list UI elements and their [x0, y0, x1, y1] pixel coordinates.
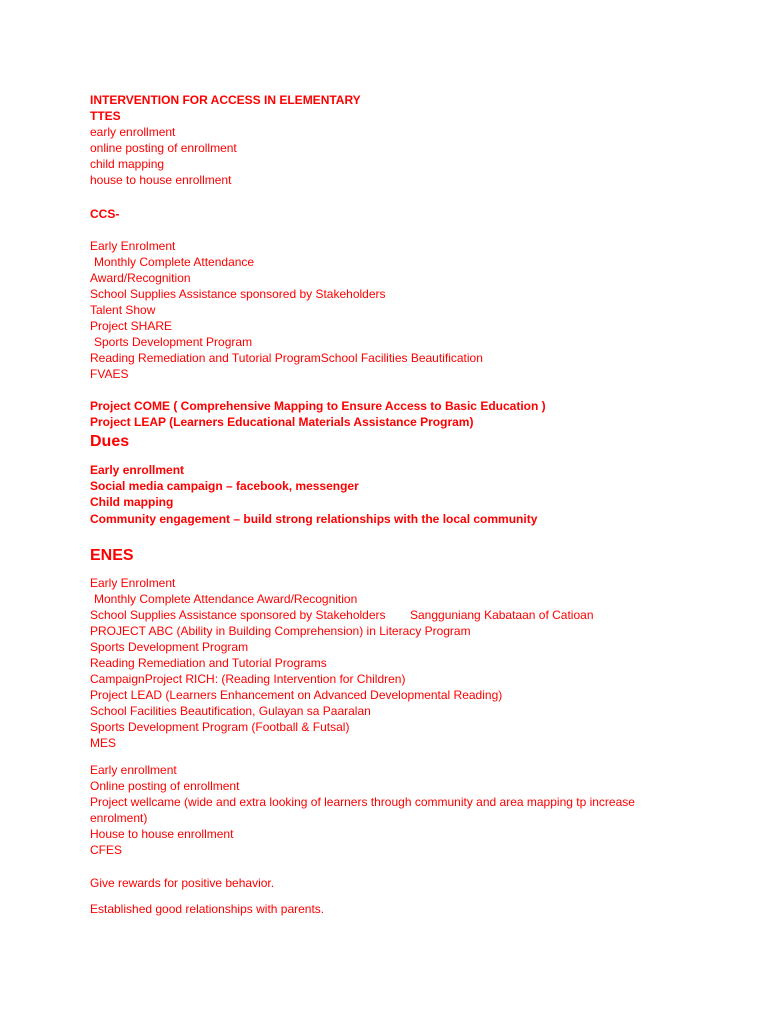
ccs-item: Project SHARE — [90, 319, 173, 333]
mes-item: enrolment) — [90, 811, 148, 825]
enes-supplies-row — [90, 608, 690, 623]
ccs-item: Monthly Complete Attendance — [94, 255, 255, 269]
dues-title: Dues — [90, 433, 130, 450]
dues-item: Early enrollment — [90, 463, 185, 477]
ccs-item: School Supplies Assistance sponsored by Stakeholders — [90, 287, 386, 301]
ttes-item: early enrollment — [90, 125, 176, 139]
enes-item: PROJECT ABC (Ability in Building Comprehension) in Literacy Program — [90, 624, 471, 638]
ccs-item: Award/Recognition — [90, 271, 191, 285]
cfes-item: Established good relationships with parents. — [90, 902, 325, 916]
enes-item: School Supplies Assistance sponsored by Stakeholders — [90, 608, 386, 622]
dues-item: Social media campaign – facebook, messenger — [90, 479, 359, 493]
mes-item: Project wellcame (wide and extra looking of learners through community and area mapping tp increase — [90, 795, 635, 809]
ccs-item: Reading Remediation and Tutorial ProgramSchool Facilities Beautification — [90, 351, 483, 365]
ttes-title: TTES — [90, 109, 121, 123]
ccs-item: Early Enrolment — [90, 239, 176, 253]
enes-item: Sports Development Program (Football & Futsal) — [90, 720, 350, 734]
ccs-title: CCS- — [90, 207, 120, 221]
mes-item: Early enrollment — [90, 763, 177, 777]
enes-item: Project LEAD (Learners Enhancement on Advanced Developmental Reading) — [90, 688, 503, 702]
enes-item: School Facilities Beautification, Gulayan sa Paaralan — [90, 704, 371, 718]
mes-item: Online posting of enrollment — [90, 779, 240, 793]
mes-item: House to house enrollment — [90, 827, 234, 841]
ttes-item: child mapping — [90, 157, 165, 171]
ccs-item: Sports Development Program — [94, 335, 253, 349]
main-heading: INTERVENTION FOR ACCESS IN ELEMENTARY — [90, 93, 361, 107]
enes-item: Sports Development Program — [90, 640, 249, 654]
enes-item: Monthly Complete Attendance Award/Recognition — [94, 592, 358, 606]
dues-item: Community engagement – build strong relationships with the local community — [90, 512, 538, 526]
enes-item: Early Enrolment — [90, 576, 176, 590]
mes-item: CFES — [90, 843, 123, 857]
enes-item: CampaignProject RICH: (Reading Intervention for Children) — [90, 672, 406, 686]
fvaes-project: Project LEAP (Learners Educational Materials Assistance Program) — [90, 415, 474, 429]
dues-item: Child mapping — [90, 495, 174, 509]
ccs-item: Talent Show — [90, 303, 156, 317]
ttes-item: online posting of enrollment — [90, 141, 237, 155]
enes-item: Reading Remediation and Tutorial Programs — [90, 656, 327, 670]
enes-side-note: Sangguniang Kabataan of Catioan — [410, 608, 594, 622]
ccs-item: FVAES — [90, 367, 129, 381]
enes-item: MES — [90, 736, 117, 750]
fvaes-project: Project COME ( Comprehensive Mapping to Ensure Access to Basic Education ) — [90, 399, 546, 413]
cfes-item: Give rewards for positive behavior. — [90, 876, 275, 890]
enes-title: ENES — [90, 547, 134, 564]
ttes-item: house to house enrollment — [90, 173, 232, 187]
